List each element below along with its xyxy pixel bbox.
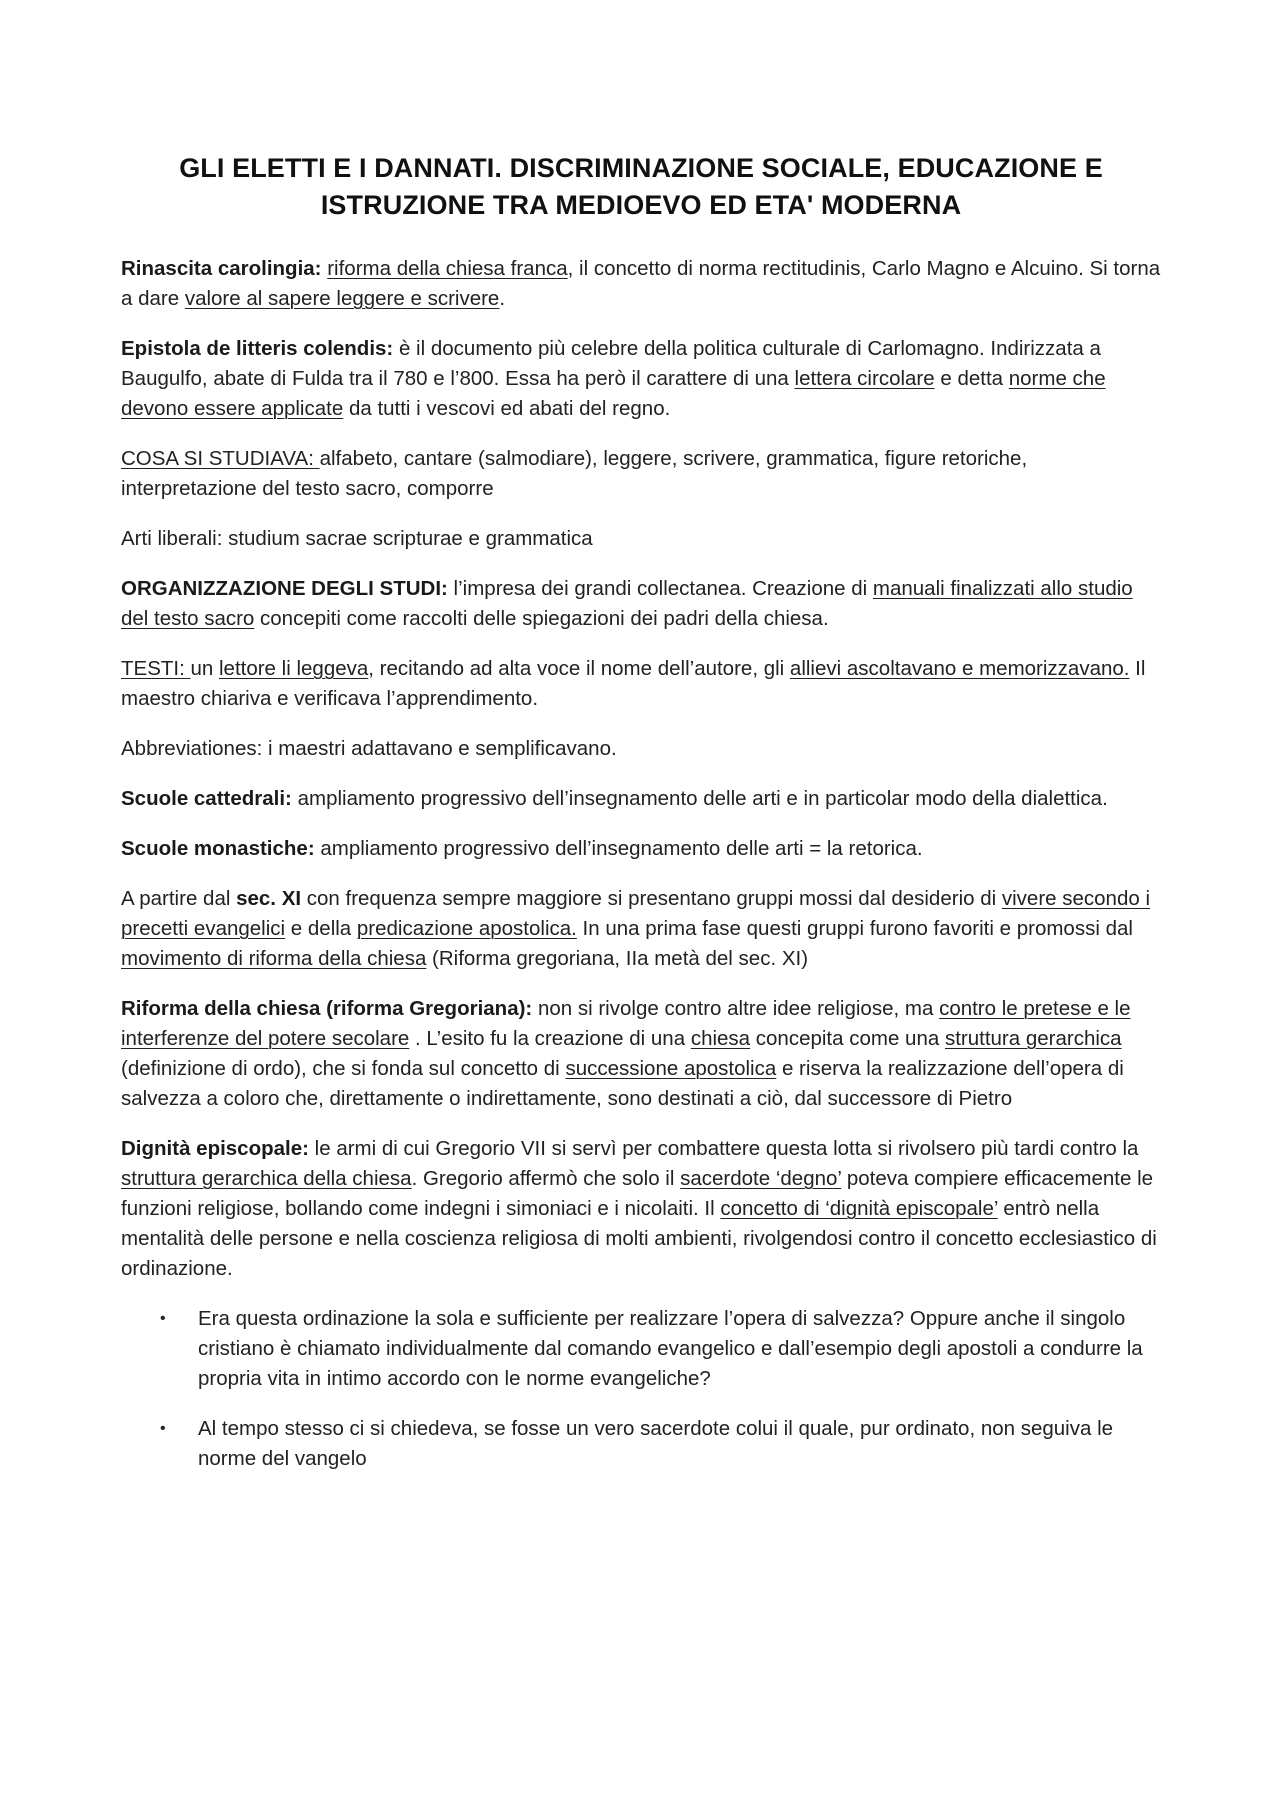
bullet-icon: • (160, 1420, 166, 1437)
text-span: . L’esito fu la creazione di una (409, 1027, 691, 1050)
bullet-list (121, 1304, 1161, 1474)
underlined-text: chiesa (690, 1027, 751, 1050)
list-item (121, 1304, 1161, 1394)
term-rinascita-carolingia: Rinascita carolingia: (121, 257, 322, 280)
text-span: In una prima fase questi gruppi furono favoriti e promossi dal (576, 917, 1133, 940)
list-item (121, 1414, 1161, 1474)
bullet-icon: • (160, 1310, 166, 1327)
document-body (121, 150, 1161, 1494)
underlined-text: vivere secondo i precetti evangelici (121, 887, 1151, 940)
text-span: (definizione di ordo), che si fonda sul concetto di (121, 1057, 566, 1080)
text-span: ampliamento progressivo dell’insegnamento delle arti = la retorica. (314, 837, 923, 860)
text-span: A partire dal (121, 887, 237, 910)
underlined-heading: COSA SI STUDIAVA: (121, 447, 320, 470)
paragraph-arti-liberali (121, 524, 1161, 554)
underlined-text: norme che devono essere applicate (121, 367, 1106, 420)
term-epistola: Epistola de litteris colendis: (121, 337, 394, 360)
underlined-text: struttura gerarchica (944, 1027, 1122, 1050)
text-span: entrò nella mentalità delle persone e nella coscienza religiosa di molti ambienti, rivolgendosi contro il concetto ecclesiastico di ordinazione. (121, 1197, 1157, 1280)
text-span: , recitando ad alta voce il nome dell’autore, gli (368, 657, 790, 680)
text-span: . (499, 287, 506, 310)
title-line-2: ISTRUZIONE TRA MEDIOEVO ED ETA' MODERNA (320, 190, 962, 220)
underlined-text: successione apostolica (565, 1057, 777, 1080)
paragraph-rinascita-carolingia (121, 254, 1161, 314)
document-title (121, 150, 1161, 224)
underlined-text: manuali finalizzati allo studio del testo sacro (121, 577, 1133, 630)
underlined-text: movimento di riforma della chiesa (121, 947, 427, 970)
text-span: e riserva la realizzazione dell’opera di salvezza a coloro che, direttamente o indirettamente, sono destinati a ciò, dal successore di Pietro (121, 1057, 1124, 1110)
underlined-text: valore al sapere leggere e scrivere (184, 287, 500, 310)
term-scuole-monastiche: Scuole monastiche: (121, 837, 315, 860)
text-span: concepiti come raccolti delle spiegazioni dei padri della chiesa. (254, 607, 829, 630)
underlined-text: allievi ascoltavano e memorizzavano. (789, 657, 1130, 680)
term-dignita-episcopale: Dignità episcopale: (121, 1137, 309, 1160)
text-span: e detta (934, 367, 1009, 390)
paragraph-testi (121, 654, 1161, 714)
text-span: le armi di cui Gregorio VII si servì per combattere questa lotta si rivolsero più tardi contro la (308, 1137, 1139, 1160)
text-span: con frequenza sempre maggiore si presentano gruppi mossi dal desiderio di (301, 887, 1002, 910)
text-span: . Gregorio affermò che solo il (411, 1167, 681, 1190)
underlined-text: struttura gerarchica della chiesa (121, 1167, 412, 1190)
text-span: concepita come una (750, 1027, 945, 1050)
text-span: non si rivolge contro altre idee religiose, ma (532, 997, 940, 1020)
underlined-text: lettore li leggeva (218, 657, 369, 680)
text-span: è il documento più celebre della politica culturale di Carlomagno. Indirizzata a Baugulfo, abate di Fulda tra il 780 e l’800. Essa ha però il carattere di una (121, 337, 1101, 390)
term-riforma-chiesa: Riforma della chiesa (riforma Gregoriana): (121, 997, 533, 1020)
underlined-text: predicazione apostolica. (356, 917, 577, 940)
text-span: , il concetto di norma rectitudinis, Carlo Magno e Alcuino. Si torna a dare (121, 257, 1161, 310)
text-span: un (190, 657, 219, 680)
paragraph-scuole-cattedrali (121, 784, 1161, 814)
bold-text: sec. XI (236, 887, 302, 910)
text-span: Arti liberali: studium sacrae scripturae e grammatica (121, 527, 593, 550)
paragraph-sec-xi (121, 884, 1161, 974)
paragraph-riforma-chiesa (121, 994, 1161, 1114)
text-span: da tutti i vescovi ed abati del regno. (343, 397, 671, 420)
text-span: (Riforma gregoriana, IIa metà del sec. XI) (426, 947, 809, 970)
text-span: e della (285, 917, 357, 940)
underlined-text: concetto di ‘dignità episcopale’ (720, 1197, 998, 1220)
paragraph-cosa-si-studiava (121, 444, 1161, 504)
text-span: alfabeto, cantare (salmodiare), leggere, scrivere, grammatica, figure retoriche, interpretazione del testo sacro, comporre (121, 447, 1028, 500)
title-line-1: GLI ELETTI E I DANNATI. DISCRIMINAZIONE SOCIALE, EDUCAZIONE E (179, 153, 1103, 183)
underlined-text: riforma della chiesa franca (327, 257, 568, 280)
term-organizzazione: ORGANIZZAZIONE DEGLI STUDI: (121, 577, 448, 600)
paragraph-dignita-episcopale (121, 1134, 1161, 1284)
term-scuole-cattedrali: Scuole cattedrali: (121, 787, 292, 810)
text-span: ampliamento progressivo dell’insegnamento delle arti e in particolar modo della dialettica. (291, 787, 1108, 810)
underlined-text: lettera circolare (794, 367, 935, 390)
text-span: Abbreviationes: i maestri adattavano e semplificavano. (121, 737, 617, 760)
text-span: poteva compiere efficacemente le funzioni religiose, bollando come indegni i simoniaci e i nicolaiti. Il (121, 1167, 1154, 1220)
list-item-text: Era questa ordinazione la sola e sufficiente per realizzare l’opera di salvezza? Oppure anche il singolo cristiano è chiamato individualmente dal comando evangelico e dall’esempio degli apostoli a condurre la propria vita in intimo accordo con le norme evangeliche? (198, 1307, 1143, 1390)
paragraph-organizzazione (121, 574, 1161, 634)
paragraph-epistola (121, 334, 1161, 424)
underlined-text: contro le pretese e le interferenze del potere secolare (121, 997, 1131, 1050)
list-item-text: Al tempo stesso ci si chiedeva, se fosse un vero sacerdote colui il quale, pur ordinato, non seguiva le norme del vangelo (198, 1417, 1114, 1470)
text-span: l’impresa dei grandi collectanea. Creazione di (447, 577, 873, 600)
paragraph-scuole-monastiche (121, 834, 1161, 864)
text-span: Il maestro chiariva e verificava l’apprendimento. (121, 657, 1146, 710)
underlined-text: sacerdote ‘degno’ (680, 1167, 842, 1190)
paragraph-abbreviationes (121, 734, 1161, 764)
underlined-heading: TESTI: (121, 657, 191, 680)
